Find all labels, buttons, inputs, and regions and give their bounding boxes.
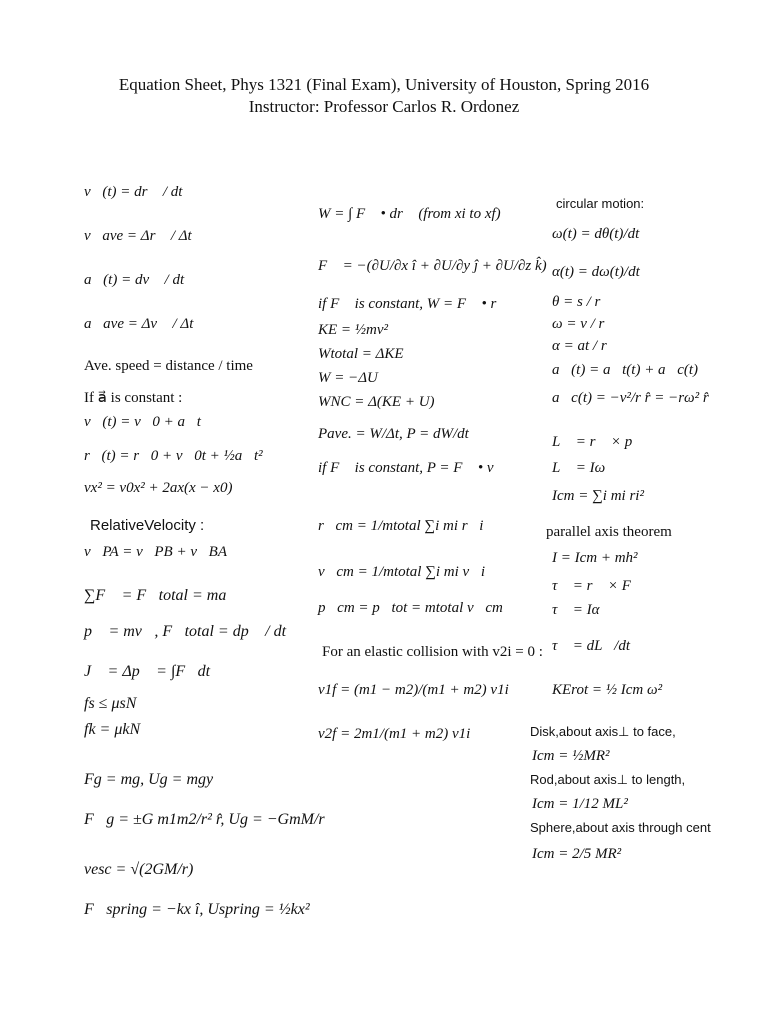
power-eq: Pave. = W/Δt, P = dW/dt [318,426,469,442]
relative-velocity-eq: v⃗PA = v⃗PB + v⃗BA [84,544,227,560]
center-of-mass-position-eq: r⃗cm = 1/mtotal ∑i mi r⃗i [318,518,484,534]
average-velocity-eq: v⃗ave = Δr⃗ / Δt [84,228,192,244]
elastic-collision-label: For an elastic collision with v2i = 0 : [322,644,543,660]
torque-eq: τ⃗ = r⃗ × F⃗ [552,578,643,594]
kinetic-friction-eq: fk = μkN [84,721,141,738]
elastic-collision-v1f-eq: v1f = (m1 − m2)/(m1 + m2) v1i [318,682,509,698]
torque-angular-momentum-eq: τ⃗ = dL⃗/dt [552,638,631,654]
torque-inertia-eq: τ⃗ = Iα⃗ [552,602,612,618]
kinetic-energy-eq: KE = ½mv² [318,322,389,338]
work-integral-eq: W = ∫ F⃗ • dr⃗ (from xi to xf) [318,206,501,222]
conservative-work-eq: W = −ΔU [318,370,378,386]
angular-momentum-eq: L⃗ = r⃗ × p⃗ [552,434,644,450]
newton-second-law-eq: ∑F⃗ = F⃗total = ma⃗ [84,587,239,604]
angular-momentum-inertia-eq: L⃗ = Iω⃗ [552,460,617,476]
average-acceleration-eq: a⃗ave = Δv⃗ / Δt [84,316,194,332]
rotational-kinetic-energy-eq: KErot = ½ Icm ω² [552,682,663,698]
sphere-inertia-eq: Icm = 2/5 MR² [532,846,622,862]
acceleration-eq: a⃗(t) = dv⃗ / dt [84,272,185,288]
constant-force-work-eq: if F⃗ is constant, W = F⃗ • r⃗ [318,296,508,312]
spring-eq: F⃗spring = −kx î, Uspring = ½kx² [84,901,310,918]
work-energy-theorem-eq: Wtotal = ΔKE [318,346,404,362]
angular-accel-relation-eq: α = at / r [552,338,607,354]
parallel-axis-eq: I = Icm + mh² [552,550,638,566]
moment-of-inertia-eq: Icm = ∑i mi ri² [552,488,644,504]
sphere-label: Sphere,about axis through cent [530,820,711,835]
centripetal-acceleration-eq: a⃗c(t) = −v²/r r̂ = −rω² r̂ [552,390,709,406]
relative-velocity-label: RelativeVelocity : [90,517,205,534]
disk-label: Disk,about axis⊥ to face, [530,724,676,739]
escape-velocity-eq: vesc = √(2GM/r) [84,861,194,878]
constant-acceleration-label: If a⃗ is constant : [84,390,183,406]
center-of-mass-velocity-eq: v⃗cm = 1/mtotal ∑i mi v⃗i [318,564,486,580]
center-of-mass-momentum-eq: p⃗cm = p⃗tot = mtotal v⃗cm [318,600,503,616]
elastic-collision-v2f-eq: v2f = 2m1/(m1 + m2) v1i [318,726,471,742]
position-time-eq: r⃗(t) = r⃗0 + v⃗0t + ½a⃗t² [84,448,263,464]
nonconservative-work-eq: WNC = Δ(KE + U) [318,394,435,410]
average-speed-eq: Ave. speed = distance / time [84,358,253,374]
instructor-line: Instructor: Professor Carlos R. Ordonez [248,97,520,116]
angular-speed-relation-eq: ω = v / r [552,316,605,332]
constant-force-power-eq: if F⃗ is constant, P = F⃗ • v⃗ [318,460,506,476]
arc-angle-eq: θ = s / r [552,294,601,310]
rod-label: Rod,about axis⊥ to length, [530,772,686,787]
angular-acceleration-eq: α(t) = dω(t)/dt [552,264,640,280]
velocity-time-eq: v⃗(t) = v⃗0 + a⃗t [84,414,201,430]
force-potential-gradient-eq: F⃗ = −(∂U/∂x î + ∂U/∂y ĵ + ∂U/∂z k̂) [318,258,547,274]
circular-motion-label: circular motion: [556,196,645,211]
rod-inertia-eq: Icm = 1/12 ML² [532,796,628,812]
page-title: Equation Sheet, Phys 1321 (Final Exam), University of Houston, Spring 2016 [118,75,650,94]
momentum-eq: p⃗ = mv⃗, F⃗total = dp⃗ / dt [84,623,287,640]
velocity-squared-eq: vx² = v0x² + 2ax(x − x0) [84,480,233,496]
angular-velocity-eq: ω(t) = dθ(t)/dt [552,226,640,242]
velocity-eq: v⃗(t) = dr⃗ / dt [84,184,183,200]
acceleration-components-eq: a⃗(t) = a⃗t(t) + a⃗c(t) [552,362,699,378]
gravitation-eq: F⃗g = ±G m1m2/r² r̂, Ug = −GmM/r [84,811,325,828]
gravity-force-energy-eq: Fg = mg, Ug = mgy [84,771,214,788]
static-friction-eq: fs ≤ μsN [84,695,137,712]
parallel-axis-label: parallel axis theorem [546,524,672,540]
disk-inertia-eq: Icm = ½MR² [532,748,610,764]
impulse-eq: J⃗ = Δp⃗ = ∫F⃗dt [84,663,211,680]
